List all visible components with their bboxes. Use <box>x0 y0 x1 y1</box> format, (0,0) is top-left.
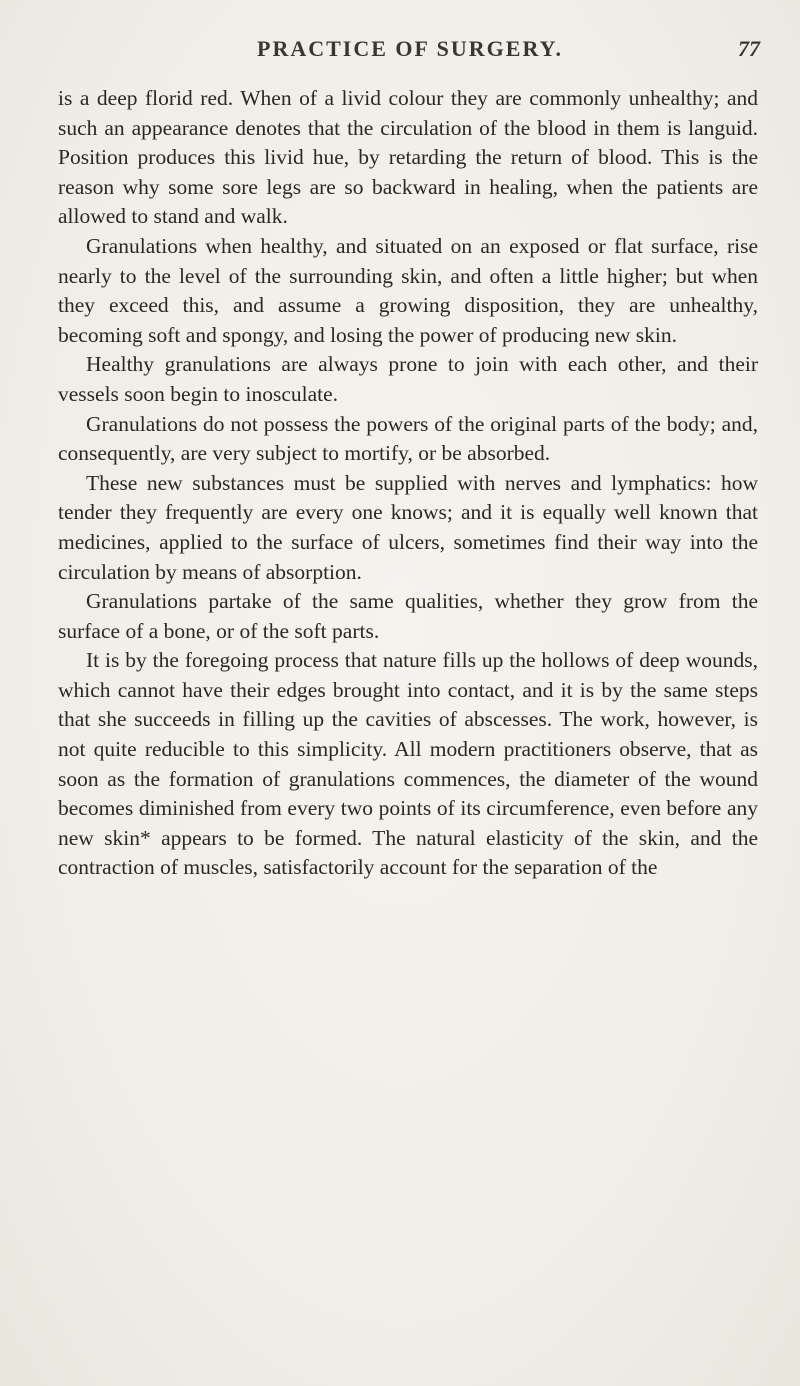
paragraph: Granulations when healthy, and situated on an exposed or flat surface, rise nearly to the level of the surrounding skin, and often a little higher; but when they exceed this, and assume a growing disposition, they are unhealthy, becoming soft and spongy, and losing the power of producing new skin. <box>58 233 758 347</box>
page-number: 77 <box>738 36 760 61</box>
running-head <box>60 36 760 72</box>
running-title: PRACTICE OF SURGERY. <box>257 36 563 61</box>
paragraph: These new substances must be supplied with nerves and lymphatics: how tender they frequently are every one knows; and it is equally well known that medicines, applied to the surface of ulcers, sometimes find their way into the circulation by means of absorption. <box>58 470 758 584</box>
paragraph: Granulations partake of the same qualities, whether they grow from the surface of a bone, or of the soft parts. <box>58 589 758 643</box>
body-text <box>58 84 758 883</box>
paragraph: Healthy granulations are always prone to join with each other, and their vessels soon begin to inosculate. <box>58 352 758 406</box>
paragraph: It is by the foregoing process that nature fills up the hollows of deep wounds, which cannot have their edges brought into contact, and it is by the same steps that she succeeds in filling up the cavities of abscesses. The work, however, is not quite reducible to this simplicity. All modern practitioners observe, that as soon as the formation of granulations commences, the diameter of the wound becomes diminished from every two points of its circumference, even before any new skin* appears to be formed. The natural elasticity of the skin, and the contraction of muscles, satisfactorily account for the separation of the <box>58 648 758 880</box>
paragraph-continued: is a deep florid red. When of a livid colour they are commonly unhealthy; and such an appearance denotes that the circulation of the blood in them is languid. Position produces this livid hue, by retarding the return of blood. This is the reason why some sore legs are so backward in healing, when the patients are allowed to stand and walk. <box>58 86 758 229</box>
paragraph: Granulations do not possess the powers of the original parts of the body; and, consequently, are very subject to mortify, or be absorbed. <box>58 411 758 466</box>
